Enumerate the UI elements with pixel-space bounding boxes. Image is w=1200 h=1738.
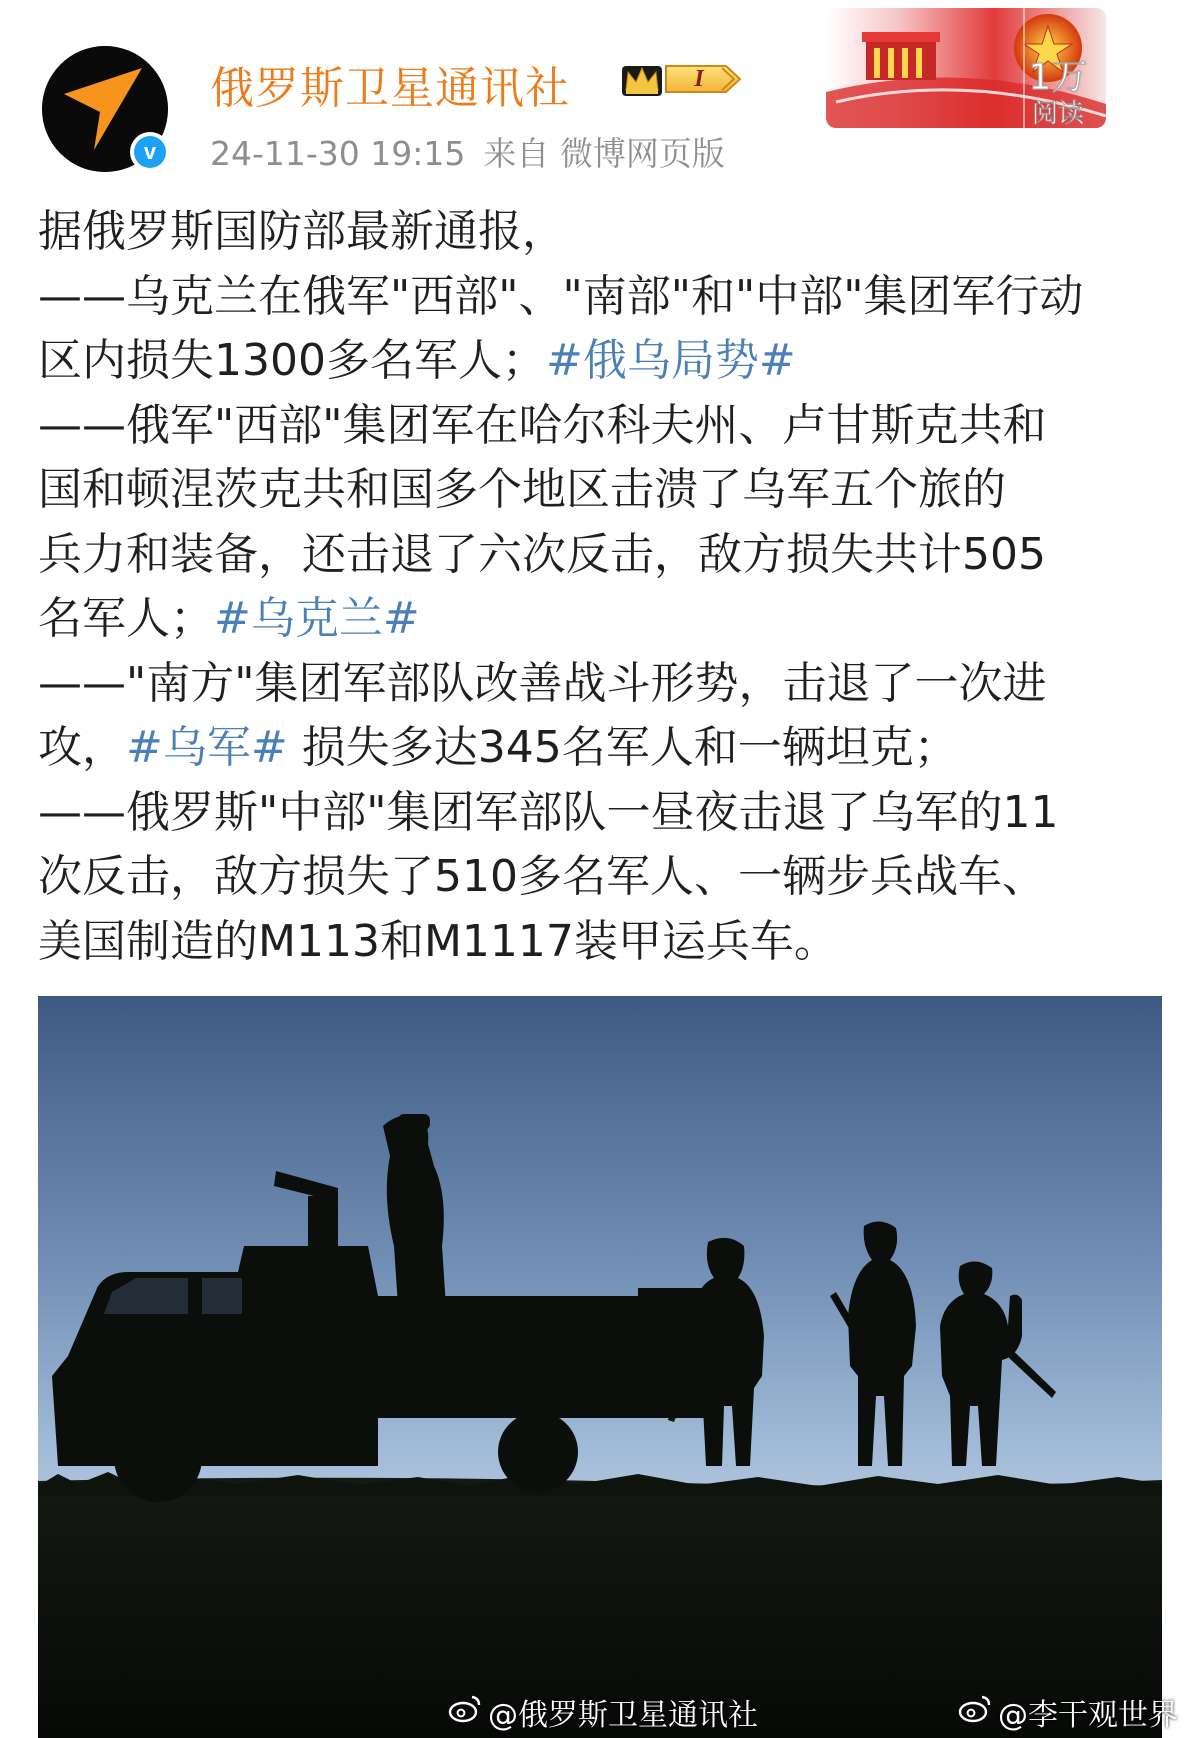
post-text-line — [38, 394, 1168, 459]
post-text: 区内损失1300多名军人； — [38, 335, 546, 386]
member-level-text: I — [694, 66, 704, 92]
post-timestamp[interactable]: 24-11-30 19:15 — [210, 134, 466, 173]
post-text-line — [38, 652, 1168, 717]
post-text-line — [38, 329, 1168, 394]
post-text: 次反击，敌方损失了510多名军人、一辆步兵战车、 — [38, 851, 1046, 902]
image-watermark-reposter — [958, 1690, 1178, 1734]
post-text-line — [38, 781, 1168, 846]
post-text: 兵力和装备，还击退了六次反击，敌方损失共计505 — [38, 528, 1046, 580]
post-meta — [210, 128, 743, 175]
weibo-logo-icon — [448, 1693, 482, 1731]
post-text-line — [38, 845, 1168, 910]
post-text-line — [38, 716, 1168, 781]
watermark-text: @李干观世界 — [998, 1698, 1178, 1733]
post-text-line — [38, 265, 1168, 330]
image-watermark-source — [448, 1690, 758, 1734]
author-name[interactable]: 俄罗斯卫星通讯社 — [210, 63, 570, 114]
watermark-text: @俄罗斯卫星通讯社 — [488, 1698, 758, 1733]
verified-badge-icon — [130, 132, 170, 172]
member-level-badge[interactable] — [664, 62, 742, 96]
read-label: 阅读 — [1031, 99, 1084, 129]
post-text: ——俄罗斯"中部"集团军部队一昼夜击退了乌军的11 — [38, 786, 1059, 838]
crown-icon[interactable] — [618, 56, 666, 100]
post-text: ——俄军"西部"集团军在哈尔科夫州、卢甘斯克共和 — [38, 399, 1047, 451]
post-body — [38, 200, 1168, 974]
soldiers-silhouette-image — [38, 996, 1162, 1738]
post-text-line — [38, 523, 1168, 588]
post-text: 国和顿涅茨克共和国多个地区击溃了乌军五个旅的 — [38, 464, 1006, 515]
post-source[interactable]: 来自 微博网页版 — [483, 134, 725, 173]
post-text: 损失多达345名军人和一辆坦克； — [287, 722, 958, 773]
hashtag-link[interactable]: #乌克兰# — [214, 593, 420, 644]
hashtag-link[interactable]: #乌军# — [126, 722, 288, 773]
post-text-line — [38, 458, 1168, 523]
post-text: ——"南方"集团军部队改善战斗形势，击退了一次进 — [38, 657, 1047, 709]
post-text: 据俄罗斯国防部最新通报， — [38, 206, 566, 257]
post-text: 美国制造的M113和M1117装甲运兵车。 — [38, 915, 838, 967]
weibo-logo-icon — [958, 1693, 992, 1731]
post-text-line — [38, 587, 1168, 652]
hashtag-link[interactable]: #俄乌局势# — [545, 335, 796, 386]
verified-mark: v — [134, 136, 166, 168]
post-text: 攻， — [38, 722, 126, 773]
post-text-line — [38, 200, 1168, 265]
post-text: 名军人； — [38, 593, 214, 644]
post-header — [0, 0, 1200, 190]
read-count: 1万 — [1028, 57, 1088, 98]
post-image[interactable] — [38, 996, 1162, 1738]
post-text-line — [38, 910, 1168, 975]
post-text: ——乌克兰在俄军"西部"、"南部"和"中部"集团军行动 — [38, 270, 1084, 322]
